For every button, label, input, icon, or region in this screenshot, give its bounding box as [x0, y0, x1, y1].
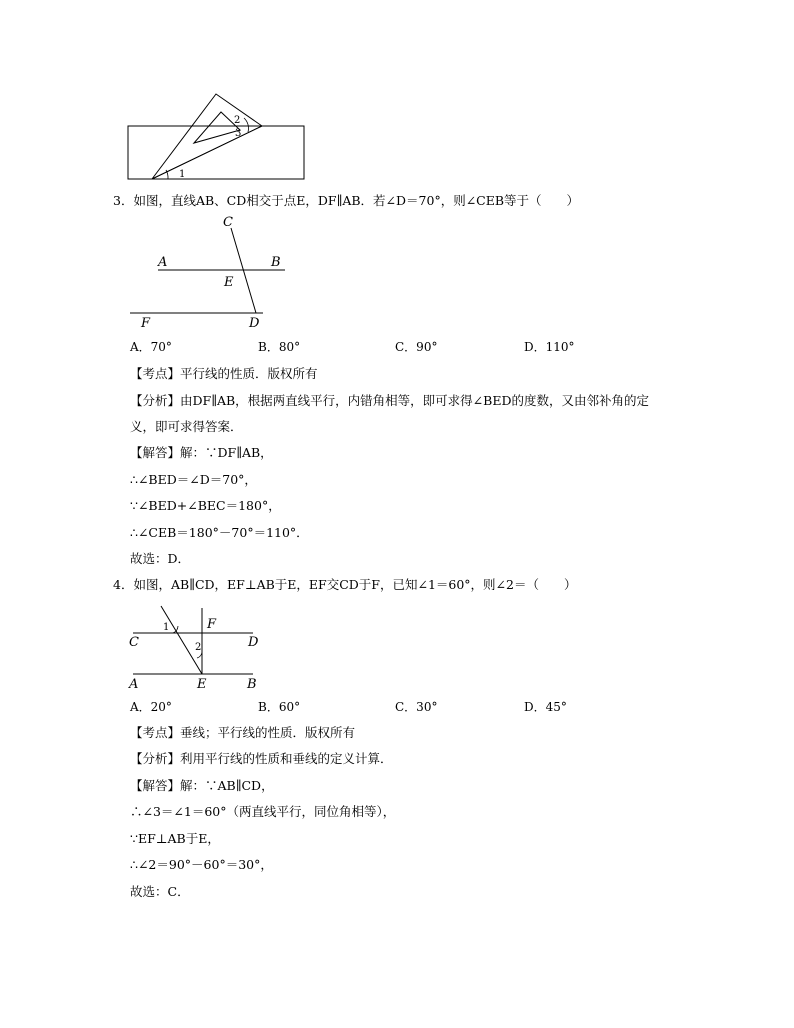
q3-choice-d: D．110° — [524, 340, 575, 354]
q4-label-A: A — [129, 677, 139, 692]
q3-label-C: C — [223, 215, 233, 230]
top-figure — [120, 88, 320, 183]
q3-label-D: D — [249, 316, 260, 331]
q4-stem — [113, 577, 576, 593]
q3-step-2: ∵∠BED+∠BEC＝180°， — [130, 498, 281, 513]
q3-jieda: 【解答】解：∵DF∥AB， — [130, 445, 273, 460]
q3-label-A: A — [158, 255, 168, 270]
q4-step-3: ∴∠2＝90°－60°＝30°， — [130, 857, 273, 872]
q4-kaodian: 【考点】垂线；平行线的性质．版权所有 — [130, 725, 356, 740]
q3-step-3: ∴∠CEB＝180°－70°＝110°． — [130, 525, 309, 540]
q3-label-B: B — [271, 255, 281, 270]
q3-choice-a: A．70° — [130, 340, 172, 354]
q4-choice-a: A．20° — [130, 700, 172, 714]
q4-step-2: ∵EF⊥AB于E， — [130, 831, 220, 846]
q4-answer: 故选：C． — [130, 884, 190, 899]
q3-answer: 故选：D． — [130, 551, 191, 566]
q3-label-F: F — [141, 316, 151, 331]
q4-label-B: B — [247, 677, 257, 692]
fig-top-label-3: 3 — [235, 128, 242, 139]
q4-choice-c: C．30° — [395, 700, 438, 714]
q3-stem-text: 如图，直线AB、CD相交于点E，DF∥AB．若∠D＝70°，则∠CEB等于（ ） — [133, 193, 580, 208]
q3-step-1: ∴∠BED＝∠D＝70°， — [130, 472, 257, 487]
q3-stem — [113, 193, 579, 209]
q3-choice-b: B．80° — [258, 340, 301, 354]
q4-label-F: F — [207, 617, 217, 632]
q3-number: 3． — [113, 193, 134, 208]
q4-step-1: ∴∠3＝∠1＝60°（两直线平行，同位角相等）， — [130, 804, 396, 819]
q3-kaodian: 【考点】平行线的性质．版权所有 — [130, 366, 318, 381]
q4-choice-d: D．45° — [524, 700, 567, 714]
q4-label-C: C — [129, 635, 139, 650]
q4-label-2: 2 — [195, 642, 202, 653]
q4-choice-b: B．60° — [258, 700, 301, 714]
q4-number: 4． — [113, 577, 134, 592]
q3-figure — [125, 212, 305, 334]
q3-fenxi-1: 【分析】由DF∥AB，根据两直线平行，内错角相等，即可求得∠BED的度数，又由邻补角的定 — [130, 393, 649, 408]
q4-label-D: D — [248, 635, 259, 650]
q3-fenxi-2: 义，即可求得答案． — [130, 419, 243, 434]
q4-stem-text: 如图，AB∥CD，EF⊥AB于E，EF交CD于F，已知∠1＝60°，则∠2＝（ ） — [133, 577, 577, 592]
q4-jieda: 【解答】解：∵AB∥CD， — [130, 778, 274, 793]
q3-choice-c: C．90° — [395, 340, 438, 354]
q3-label-E: E — [224, 275, 234, 290]
fig-top-label-2: 2 — [234, 115, 241, 126]
q4-label-1: 1 — [163, 622, 170, 633]
q4-label-E: E — [197, 677, 207, 692]
q4-fenxi: 【分析】利用平行线的性质和垂线的定义计算． — [130, 751, 393, 766]
fig-top-label-1: 1 — [179, 169, 186, 180]
q4-figure — [125, 600, 265, 692]
